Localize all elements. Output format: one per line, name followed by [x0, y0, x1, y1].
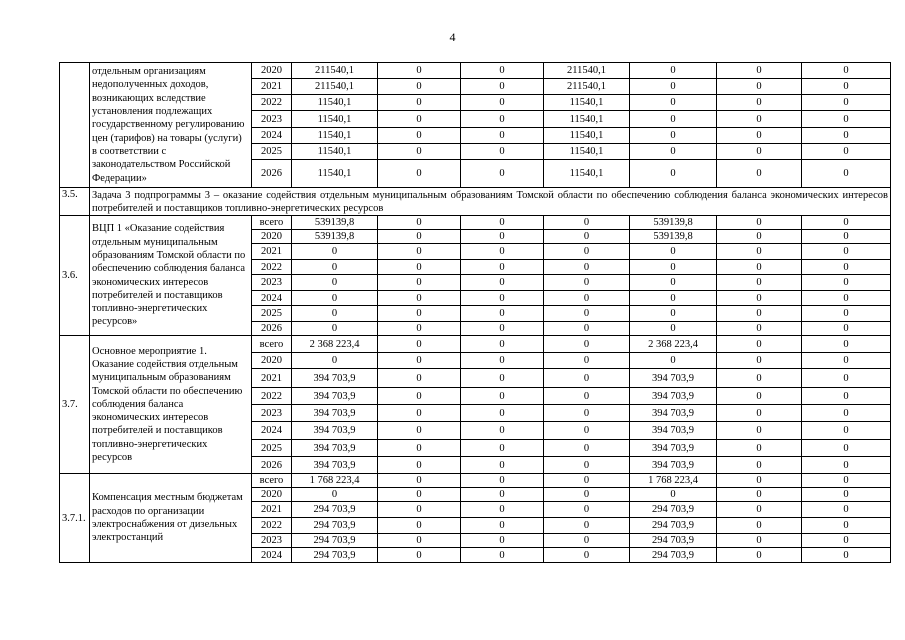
value-cell: 0: [461, 144, 544, 160]
value-cell: 0: [544, 216, 630, 230]
value-cell: 0: [802, 128, 891, 144]
value-cell: 0: [378, 275, 461, 291]
value-cell: 0: [802, 502, 891, 518]
value-cell: 11540,1: [544, 160, 630, 188]
section-number: 3.7.1.: [60, 474, 90, 563]
value-cell: 394 703,9: [292, 422, 378, 440]
value-cell: 0: [461, 353, 544, 369]
value-cell: 0: [802, 144, 891, 160]
value-cell: 11540,1: [292, 160, 378, 188]
value-cell: 0: [544, 474, 630, 488]
table-row: [60, 216, 891, 230]
value-cell: 0: [630, 488, 717, 502]
value-cell: 0: [802, 474, 891, 488]
value-cell: 0: [461, 405, 544, 422]
value-cell: 0: [630, 275, 717, 291]
year-cell: 2022: [252, 95, 292, 111]
value-cell: 0: [717, 128, 802, 144]
value-cell: 0: [378, 405, 461, 422]
value-cell: 294 703,9: [292, 548, 378, 563]
value-cell: 0: [717, 79, 802, 95]
value-cell: 394 703,9: [292, 369, 378, 388]
value-cell: 0: [544, 244, 630, 260]
value-cell: 0: [717, 388, 802, 405]
value-cell: 539139,8: [630, 216, 717, 230]
task-description: Задача 3 подпрограммы 3 – оказание содействия отдельным муниципальным образованиям Томской области по обеспечению соблюдения баланса экономических интересов потребителей и поставщиков топливно-энергетических ресурсов: [90, 188, 891, 216]
value-cell: 0: [717, 216, 802, 230]
value-cell: 0: [461, 422, 544, 440]
value-cell: 0: [630, 63, 717, 79]
value-cell: 1 768 223,4: [630, 474, 717, 488]
value-cell: 0: [802, 160, 891, 188]
value-cell: 0: [378, 95, 461, 111]
value-cell: 0: [461, 457, 544, 474]
value-cell: 0: [378, 457, 461, 474]
year-cell: 2023: [252, 111, 292, 128]
value-cell: 0: [461, 95, 544, 111]
value-cell: 0: [717, 306, 802, 322]
year-cell: 2023: [252, 534, 292, 548]
year-cell: 2022: [252, 518, 292, 534]
value-cell: 294 703,9: [630, 502, 717, 518]
section-number: 3.6.: [60, 216, 90, 336]
year-cell: 2023: [252, 275, 292, 291]
value-cell: 0: [544, 502, 630, 518]
value-cell: 0: [378, 322, 461, 336]
value-cell: 0: [544, 548, 630, 563]
value-cell: 0: [717, 336, 802, 353]
value-cell: 0: [461, 111, 544, 128]
value-cell: 0: [630, 322, 717, 336]
value-cell: 0: [802, 244, 891, 260]
value-cell: 0: [802, 388, 891, 405]
value-cell: 0: [461, 291, 544, 306]
value-cell: 0: [378, 336, 461, 353]
year-cell: 2022: [252, 260, 292, 275]
year-cell: 2024: [252, 548, 292, 563]
value-cell: 539139,8: [630, 230, 717, 244]
value-cell: 0: [292, 306, 378, 322]
value-cell: 0: [717, 160, 802, 188]
value-cell: 0: [717, 144, 802, 160]
value-cell: 0: [378, 440, 461, 457]
value-cell: 0: [544, 260, 630, 275]
value-cell: 211540,1: [544, 79, 630, 95]
page-number: 4: [449, 30, 456, 44]
table-row: [60, 474, 891, 488]
value-cell: 0: [544, 230, 630, 244]
value-cell: 0: [378, 244, 461, 260]
value-cell: 0: [544, 457, 630, 474]
value-cell: 11540,1: [544, 95, 630, 111]
value-cell: 0: [630, 160, 717, 188]
value-cell: 0: [630, 260, 717, 275]
year-cell: всего: [252, 336, 292, 353]
value-cell: 0: [802, 353, 891, 369]
value-cell: 0: [544, 534, 630, 548]
value-cell: 0: [292, 488, 378, 502]
value-cell: 0: [378, 488, 461, 502]
value-cell: 0: [461, 502, 544, 518]
value-cell: 0: [461, 63, 544, 79]
value-cell: 0: [378, 216, 461, 230]
section-name: ВЦП 1 «Оказание содействия отдельным муниципальным образованиям Томской области по обеспечению соблюдения баланса экономических интересов потребителей и поставщиков топливно-энергетических ресурсов»: [90, 216, 252, 336]
value-cell: 11540,1: [292, 128, 378, 144]
value-cell: 0: [802, 275, 891, 291]
value-cell: 0: [378, 353, 461, 369]
value-cell: 0: [630, 144, 717, 160]
year-cell: 2020: [252, 230, 292, 244]
value-cell: 0: [544, 369, 630, 388]
value-cell: 0: [378, 369, 461, 388]
value-cell: 539139,8: [292, 230, 378, 244]
value-cell: 0: [461, 322, 544, 336]
value-cell: 394 703,9: [630, 422, 717, 440]
value-cell: 0: [378, 63, 461, 79]
year-cell: 2021: [252, 502, 292, 518]
value-cell: 0: [630, 306, 717, 322]
value-cell: 211540,1: [292, 63, 378, 79]
year-cell: 2021: [252, 369, 292, 388]
value-cell: 0: [717, 488, 802, 502]
value-cell: 0: [461, 260, 544, 275]
table-row: [60, 63, 891, 79]
value-cell: 0: [717, 291, 802, 306]
value-cell: 294 703,9: [292, 534, 378, 548]
value-cell: 394 703,9: [630, 440, 717, 457]
value-cell: 0: [717, 534, 802, 548]
value-cell: 0: [717, 244, 802, 260]
value-cell: 0: [802, 369, 891, 388]
value-cell: 0: [544, 488, 630, 502]
value-cell: 0: [378, 111, 461, 128]
value-cell: 0: [544, 322, 630, 336]
value-cell: 0: [544, 353, 630, 369]
value-cell: 0: [378, 128, 461, 144]
value-cell: 2 368 223,4: [630, 336, 717, 353]
value-cell: 211540,1: [544, 63, 630, 79]
value-cell: 0: [717, 353, 802, 369]
year-cell: 2025: [252, 144, 292, 160]
value-cell: 0: [544, 422, 630, 440]
section-number: 3.7.: [60, 336, 90, 474]
value-cell: 2 368 223,4: [292, 336, 378, 353]
value-cell: 0: [802, 440, 891, 457]
value-cell: 294 703,9: [292, 502, 378, 518]
year-cell: 2025: [252, 440, 292, 457]
value-cell: 0: [802, 230, 891, 244]
year-cell: 2026: [252, 322, 292, 336]
value-cell: 0: [461, 388, 544, 405]
value-cell: 0: [292, 244, 378, 260]
value-cell: 0: [717, 474, 802, 488]
value-cell: 11540,1: [544, 111, 630, 128]
value-cell: 394 703,9: [630, 388, 717, 405]
section-number: [60, 63, 90, 188]
value-cell: 294 703,9: [630, 518, 717, 534]
value-cell: 0: [717, 275, 802, 291]
year-cell: всего: [252, 474, 292, 488]
year-cell: 2020: [252, 353, 292, 369]
value-cell: 0: [802, 457, 891, 474]
value-cell: 0: [802, 216, 891, 230]
value-cell: 11540,1: [292, 144, 378, 160]
value-cell: 0: [630, 111, 717, 128]
value-cell: 0: [802, 111, 891, 128]
year-cell: 2024: [252, 128, 292, 144]
value-cell: 394 703,9: [630, 369, 717, 388]
value-cell: 0: [378, 291, 461, 306]
budget-table: [59, 62, 891, 563]
value-cell: 0: [630, 291, 717, 306]
value-cell: 294 703,9: [630, 534, 717, 548]
year-cell: 2025: [252, 306, 292, 322]
value-cell: 0: [461, 306, 544, 322]
value-cell: 0: [717, 548, 802, 563]
value-cell: 0: [292, 260, 378, 275]
value-cell: 0: [378, 474, 461, 488]
value-cell: 0: [292, 322, 378, 336]
value-cell: 0: [461, 474, 544, 488]
year-cell: 2026: [252, 160, 292, 188]
value-cell: 0: [461, 128, 544, 144]
year-cell: 2020: [252, 63, 292, 79]
value-cell: 0: [717, 440, 802, 457]
value-cell: 0: [630, 79, 717, 95]
value-cell: 0: [544, 306, 630, 322]
value-cell: 1 768 223,4: [292, 474, 378, 488]
value-cell: 0: [802, 291, 891, 306]
value-cell: 0: [378, 548, 461, 563]
value-cell: 0: [292, 275, 378, 291]
value-cell: 0: [717, 322, 802, 336]
section-name: Основное мероприятие 1. Оказание содействия отдельным муниципальным образованиям Томской области по обеспечению соблюдения баланса экономических интересов потребителей и поставщиков топливно-энергетических ресурсов: [90, 336, 252, 474]
value-cell: 0: [717, 518, 802, 534]
value-cell: 0: [802, 95, 891, 111]
value-cell: 0: [292, 353, 378, 369]
value-cell: 0: [461, 369, 544, 388]
value-cell: 0: [378, 230, 461, 244]
value-cell: 0: [802, 422, 891, 440]
value-cell: 0: [717, 422, 802, 440]
year-cell: 2023: [252, 405, 292, 422]
year-cell: 2022: [252, 388, 292, 405]
value-cell: 11540,1: [292, 95, 378, 111]
value-cell: 0: [802, 260, 891, 275]
value-cell: 11540,1: [544, 144, 630, 160]
value-cell: 294 703,9: [292, 518, 378, 534]
value-cell: 0: [378, 144, 461, 160]
task-row: [60, 188, 891, 216]
value-cell: 294 703,9: [630, 548, 717, 563]
value-cell: 0: [717, 230, 802, 244]
year-cell: 2024: [252, 291, 292, 306]
value-cell: 0: [717, 457, 802, 474]
value-cell: 0: [544, 440, 630, 457]
value-cell: 0: [378, 260, 461, 275]
year-cell: 2020: [252, 488, 292, 502]
value-cell: 0: [802, 322, 891, 336]
value-cell: 0: [717, 111, 802, 128]
value-cell: 0: [292, 291, 378, 306]
value-cell: 0: [378, 79, 461, 95]
value-cell: 0: [461, 230, 544, 244]
value-cell: 0: [630, 95, 717, 111]
value-cell: 0: [378, 160, 461, 188]
value-cell: 0: [630, 128, 717, 144]
value-cell: 0: [378, 388, 461, 405]
value-cell: 0: [378, 518, 461, 534]
value-cell: 0: [717, 405, 802, 422]
value-cell: 0: [544, 275, 630, 291]
value-cell: 0: [802, 336, 891, 353]
value-cell: 0: [461, 216, 544, 230]
value-cell: 0: [544, 291, 630, 306]
value-cell: 0: [461, 534, 544, 548]
value-cell: 0: [461, 440, 544, 457]
value-cell: 394 703,9: [292, 388, 378, 405]
value-cell: 0: [802, 63, 891, 79]
year-cell: 2026: [252, 457, 292, 474]
value-cell: 0: [630, 244, 717, 260]
value-cell: 0: [461, 518, 544, 534]
value-cell: 0: [717, 369, 802, 388]
year-cell: 2021: [252, 79, 292, 95]
year-cell: 2021: [252, 244, 292, 260]
value-cell: 394 703,9: [292, 405, 378, 422]
section-name: отдельным организациям недополученных доходов, возникающих вследствие установления подлежащих государственному регулированию цен (тарифов) на товары (услуги) в соответствии с законодательством Российской Федерации»: [90, 63, 252, 188]
value-cell: 0: [717, 63, 802, 79]
value-cell: 0: [802, 518, 891, 534]
value-cell: 0: [717, 502, 802, 518]
value-cell: 0: [630, 353, 717, 369]
value-cell: 0: [378, 534, 461, 548]
value-cell: 0: [378, 502, 461, 518]
value-cell: 394 703,9: [292, 457, 378, 474]
value-cell: 0: [544, 388, 630, 405]
value-cell: 0: [461, 488, 544, 502]
year-cell: всего: [252, 216, 292, 230]
value-cell: 0: [461, 336, 544, 353]
value-cell: 0: [378, 422, 461, 440]
value-cell: 394 703,9: [630, 405, 717, 422]
value-cell: 211540,1: [292, 79, 378, 95]
value-cell: 0: [802, 488, 891, 502]
value-cell: 0: [802, 534, 891, 548]
value-cell: 11540,1: [292, 111, 378, 128]
value-cell: 0: [802, 548, 891, 563]
value-cell: 394 703,9: [630, 457, 717, 474]
value-cell: 0: [461, 160, 544, 188]
value-cell: 0: [544, 518, 630, 534]
value-cell: 539139,8: [292, 216, 378, 230]
section-number: 3.5.: [60, 188, 90, 216]
section-name: Компенсация местным бюджетам расходов по организации электроснабжения от дизельных электростанций: [90, 474, 252, 563]
value-cell: 0: [461, 79, 544, 95]
year-cell: 2024: [252, 422, 292, 440]
value-cell: 0: [802, 306, 891, 322]
table-row: [60, 336, 891, 353]
value-cell: 394 703,9: [292, 440, 378, 457]
value-cell: 0: [461, 548, 544, 563]
value-cell: 0: [544, 405, 630, 422]
value-cell: 0: [802, 79, 891, 95]
value-cell: 0: [461, 275, 544, 291]
value-cell: 0: [802, 405, 891, 422]
value-cell: 11540,1: [544, 128, 630, 144]
value-cell: 0: [717, 260, 802, 275]
value-cell: 0: [717, 95, 802, 111]
value-cell: 0: [461, 244, 544, 260]
value-cell: 0: [544, 336, 630, 353]
value-cell: 0: [378, 306, 461, 322]
